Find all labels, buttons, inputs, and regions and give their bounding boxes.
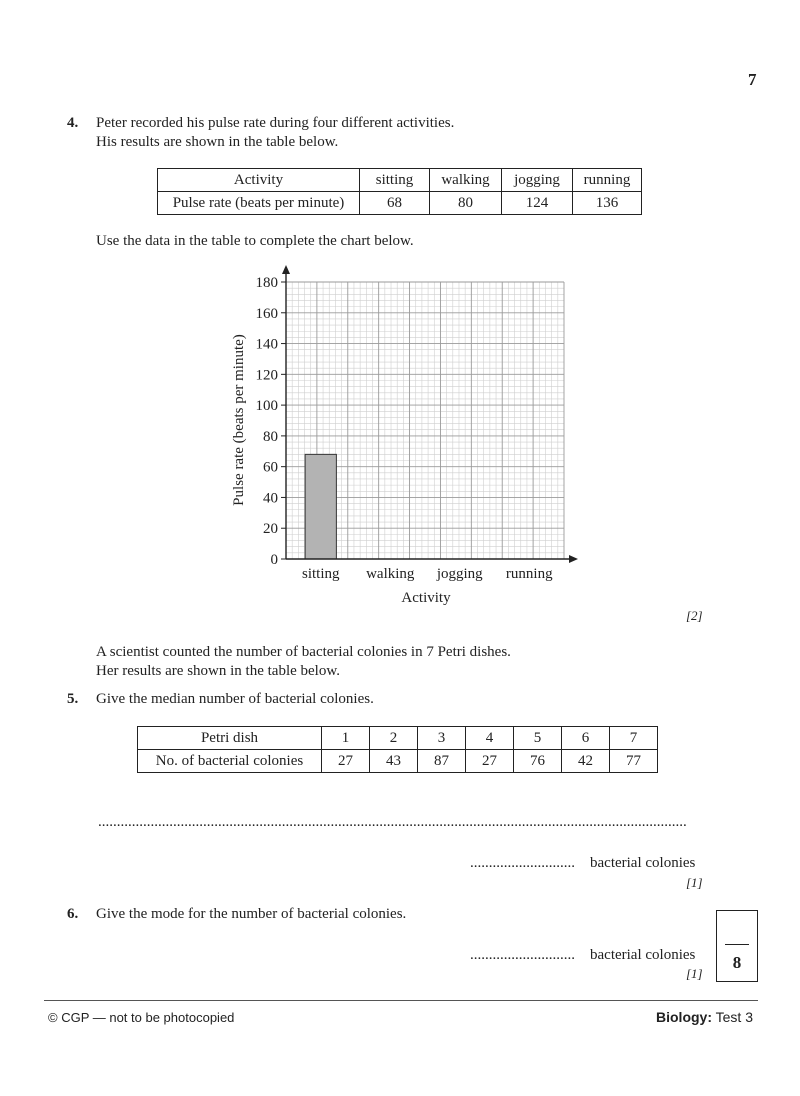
question-6-number: 6.	[67, 906, 79, 922]
question-5-answer-unit: bacterial colonies	[590, 855, 696, 871]
question-6-marks: [1]	[686, 966, 703, 981]
chart-y-axis-label: Pulse rate (beats per minute)	[231, 334, 247, 506]
table-cell: 76	[514, 750, 562, 773]
chart-x-axis-label: Activity	[401, 590, 451, 606]
table-cell: 124	[502, 192, 573, 215]
bacteria-intro-line2: Her results are shown in the table below.	[96, 663, 340, 679]
question-4-number: 4.	[67, 115, 79, 131]
question-5-text: Give the median number of bacterial colonies.	[96, 691, 374, 707]
table-cell: 27	[466, 750, 514, 773]
table-cell: 80	[430, 192, 502, 215]
y-tick-label: 40	[263, 490, 278, 507]
footer-divider	[44, 1000, 758, 1001]
chart-y-ticks	[256, 275, 287, 568]
total-marks-divider	[725, 944, 749, 945]
question-5-answer-line[interactable]: ............................	[470, 855, 575, 871]
footer-subject: Biology:	[656, 1009, 712, 1025]
table-cell: 87	[418, 750, 466, 773]
x-tick-label: jogging	[436, 566, 483, 582]
table-cell: 6	[562, 727, 610, 750]
table-cell: walking	[430, 169, 502, 192]
y-tick-label: 140	[255, 336, 278, 353]
table-cell: jogging	[502, 169, 573, 192]
y-tick-label: 20	[263, 521, 278, 538]
y-tick-label: 160	[255, 305, 278, 322]
y-axis-arrow	[282, 265, 290, 274]
table-cell: 68	[360, 192, 430, 215]
y-tick-label: 180	[255, 275, 278, 291]
chart-x-ticks	[302, 566, 553, 582]
bacterial-colonies-table	[137, 726, 658, 773]
table-cell: sitting	[360, 169, 430, 192]
total-marks-value: 8	[732, 953, 742, 972]
y-tick-label: 100	[255, 398, 278, 415]
y-tick-label: 120	[255, 367, 278, 384]
x-tick-label: walking	[366, 566, 415, 582]
table-cell: 3	[418, 727, 466, 750]
table-cell: running	[573, 169, 642, 192]
x-axis-arrow	[569, 555, 578, 563]
footer-copyright: © CGP — not to be photocopied	[48, 1010, 235, 1025]
table-cell: 7	[610, 727, 658, 750]
table-header-pulse-rate: Pulse rate (beats per minute)	[158, 192, 360, 215]
table-cell: 5	[514, 727, 562, 750]
question-5-number: 5.	[67, 691, 79, 707]
question-6-answer-line[interactable]: ............................	[470, 947, 575, 963]
question-4-line1: Peter recorded his pulse rate during four different activities.	[96, 115, 455, 131]
table-header-activity: Activity	[158, 169, 360, 192]
total-marks-box	[716, 910, 758, 982]
table-row	[138, 727, 658, 750]
bacteria-intro-line1: A scientist counted the number of bacterial colonies in 7 Petri dishes.	[96, 644, 511, 660]
table-row	[138, 750, 658, 773]
chart-bars	[305, 454, 336, 559]
table-cell: 42	[562, 750, 610, 773]
question-4-line2: His results are shown in the table below.	[96, 134, 339, 150]
y-tick-label: 0	[270, 552, 278, 568]
question-5-marks: [1]	[686, 875, 703, 890]
chart-instruction: Use the data in the table to complete the chart below.	[96, 233, 414, 249]
table-cell: 4	[466, 727, 514, 750]
table-cell: 27	[322, 750, 370, 773]
bar-sitting	[305, 454, 336, 559]
footer-test: Test 3	[715, 1009, 753, 1025]
working-line[interactable]: .............................................................................................................................................................	[98, 814, 687, 830]
table-cell: 77	[610, 750, 658, 773]
y-tick-label: 60	[263, 459, 278, 476]
question-6-answer-unit: bacterial colonies	[590, 947, 696, 963]
table-header-colonies: No. of bacterial colonies	[138, 750, 322, 773]
x-tick-label: running	[505, 566, 553, 582]
table-cell: 136	[573, 192, 642, 215]
question-4-marks: [2]	[686, 608, 703, 623]
footer-subject-test	[656, 1009, 753, 1025]
table-header-petri-dish: Petri dish	[138, 727, 322, 750]
page-number: 7	[748, 70, 757, 89]
table-cell: 1	[322, 727, 370, 750]
y-tick-label: 80	[263, 428, 278, 445]
table-cell: 43	[370, 750, 418, 773]
question-6-text: Give the mode for the number of bacterial colonies.	[96, 906, 407, 922]
x-tick-label: sitting	[301, 566, 340, 582]
table-cell: 2	[370, 727, 418, 750]
